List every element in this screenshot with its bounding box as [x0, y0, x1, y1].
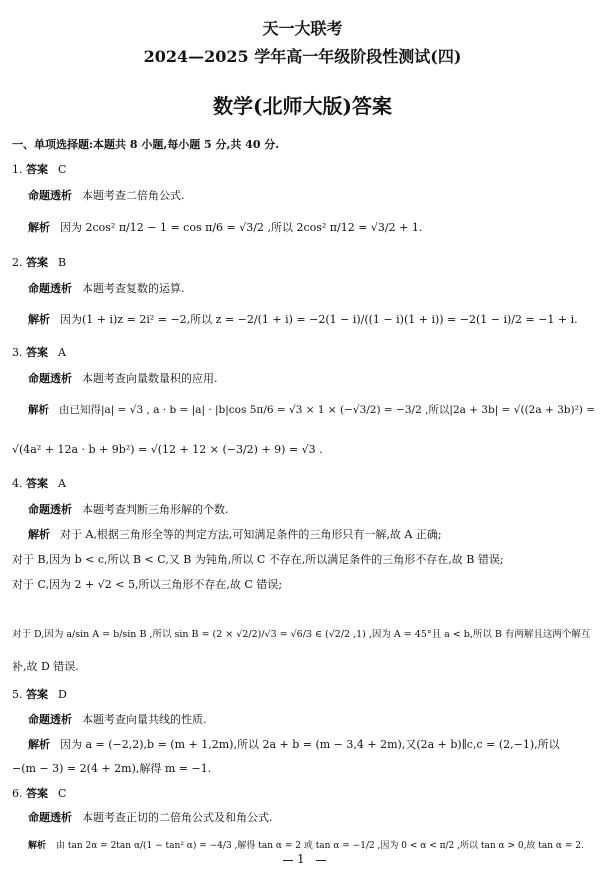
q1-insight-line [28, 188, 185, 204]
q1-solution-line [28, 220, 422, 236]
solution-label: 解析 [28, 313, 50, 326]
q6-insight-line [28, 810, 273, 826]
solution-label: 解析 [28, 528, 50, 541]
q2-solution-line [28, 312, 578, 328]
page-number: 1 [297, 852, 305, 866]
insight-label: 命题透析 [28, 372, 72, 385]
q3-insight: 本题考查向量数量积的应用. [82, 372, 218, 385]
answer-label: 答案 [26, 688, 48, 701]
q5-answer: D [58, 688, 67, 701]
q3-answer-line [12, 345, 66, 361]
solution-label: 解析 [28, 221, 50, 234]
solution-label: 解析 [28, 841, 47, 851]
page-number-dash-left [283, 860, 293, 861]
q4-solution-1: 对于 B,因为 b < c,所以 B < C,又 B 为钝角,所以 C 不存在,所以满足条件的三角形不存在,故 B 错误; [12, 553, 504, 566]
q6-no: 6. [12, 787, 23, 800]
q1-solution-0: 因为 2cos² π/12 − 1 = cos π/6 = √3/2 ,所以 2cos² π/12 = √3/2 + 1. [60, 221, 423, 234]
insight-label: 命题透析 [28, 282, 72, 295]
q1-no: 1. [12, 163, 23, 176]
q3-solution-0: 由已知得|a| = √3 , a · b = |a| · |b|cos 5π/6 = √3 × 1 × (−√3/2) = −3/2 ,所以|2a + 3b| = √((2a + 3b)²) = [59, 404, 596, 416]
q5-insight-line [28, 712, 207, 728]
q4-insight-line [28, 502, 229, 518]
q3-answer: A [58, 346, 66, 359]
q2-insight: 本题考查复数的运算. [82, 282, 185, 295]
answer-label: 答案 [26, 163, 48, 176]
q6-insight: 本题考查正切的二倍角公式及和角公式. [82, 811, 273, 824]
q6-answer-line [12, 786, 66, 802]
q4-solution-line [28, 527, 442, 543]
q4-insight: 本题考查判断三角形解的个数. [82, 503, 229, 516]
exam-title: 2024—2025 学年高一年级阶段性测试(四) [143, 47, 462, 66]
q3-insight-line [28, 371, 218, 387]
insight-label: 命题透析 [28, 811, 72, 824]
q4-answer: A [58, 477, 66, 490]
q4-solution-4: 补,故 D 错误. [12, 660, 79, 673]
q1-answer: C [58, 163, 67, 176]
q6-solution-line [28, 838, 584, 854]
q3-solution-1: √(4a² + 12a · b + 9b²) = √(12 + 12 × (−3/2) + 9) = √3 . [12, 443, 323, 456]
q5-insight: 本题考查向量共线的性质. [82, 713, 207, 726]
solution-label: 解析 [28, 738, 50, 751]
insight-label: 命题透析 [28, 503, 72, 516]
q6-solution-0: 由 tan 2α = 2tan α/(1 − tan² α) = −4/3 ,解得 tan α = 2 或 tan α = −1/2 ,因为 0 < α < π/2 ,所以 tan α > 0,故 tan α = 2. [56, 841, 584, 851]
q4-solution-2: 对于 C,因为 2 + √2 < 5,所以三角形不存在,故 C 错误; [12, 578, 283, 591]
q5-no: 5. [12, 688, 23, 701]
subject-title: 数学(北师大版)答案 [213, 94, 392, 118]
q2-answer-line [12, 255, 66, 271]
q3-solution-line [28, 402, 595, 418]
q2-no: 2. [12, 256, 23, 269]
q2-insight-line [28, 281, 185, 297]
q2-solution-0: 因为(1 + i)z = 2i² = −2,所以 z = −2/(1 + i) = −2(1 − i)/((1 − i)(1 + i)) = −2(1 − i)/2 = −1 + i. [60, 313, 578, 326]
q1-insight: 本题考查二倍角公式. [82, 189, 185, 202]
insight-label: 命题透析 [28, 713, 72, 726]
q4-answer-line [12, 476, 66, 492]
solution-label: 解析 [28, 404, 49, 416]
insight-label: 命题透析 [28, 189, 72, 202]
section-heading: 一、单项选择题:本题共 8 小题,每小题 5 分,共 40 分. [12, 138, 280, 151]
answer-label: 答案 [26, 477, 48, 490]
q1-answer-line [12, 162, 66, 178]
q4-solution-0: 对于 A,根据三角形全等的判定方法,可知满足条件的三角形只有一解,故 A 正确; [60, 528, 442, 541]
q3-no: 3. [12, 346, 23, 359]
q5-solution-line [28, 737, 560, 753]
q4-no: 4. [12, 477, 23, 490]
answer-label: 答案 [26, 256, 48, 269]
q2-answer: B [58, 256, 67, 269]
answer-label: 答案 [26, 787, 48, 800]
q4-solution-3: 对于 D,因为 a/sin A = b/sin B ,所以 sin B = (2 × √2/2)/√3 = √6/3 ∈ (√2/2 ,1) ,因为 A = 45°且 a < b,所以 B 有两解且这两个解互 [12, 629, 591, 640]
page-number-dash-right [316, 860, 326, 861]
q5-solution-0: 因为 a = (−2,2),b = (m + 1,2m),所以 2a + b = (m − 3,4 + 2m),又(2a + b)∥c,c = (2,−1),所以 [60, 738, 560, 751]
org-title: 天一大联考 [262, 19, 343, 38]
q5-solution-1: −(m − 3) = 2(4 + 2m),解得 m = −1. [12, 762, 212, 775]
q5-answer-line [12, 687, 67, 703]
answer-label: 答案 [26, 346, 48, 359]
q6-answer: C [58, 787, 67, 800]
